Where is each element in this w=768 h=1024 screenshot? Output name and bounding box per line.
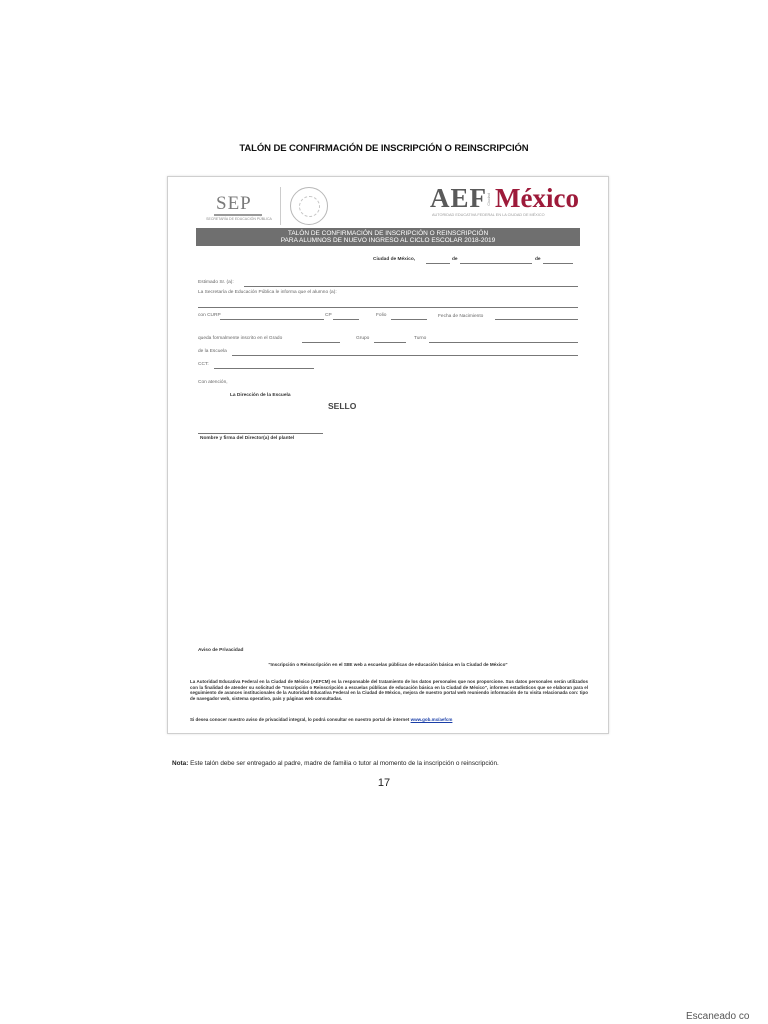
month-line — [460, 263, 532, 264]
cct-line — [214, 368, 314, 369]
cdmx-small-text: Ciudad — [486, 193, 491, 206]
privacy-title: Aviso de Privacidad — [198, 648, 244, 653]
alumno-line — [198, 307, 578, 308]
privacy-body: La Autoridad Educativa Federal en la Ciudad de México (AEFCM) es la responsable del tratamiento de los datos personales que nos proporcione. Sus datos personales serán utilizados con la finalidad de atender su solicitud de "Inscripción o Reinscripción a escuelas públicas de educación básica en la Ciudad de México", informes estadísticos que se elaboran para el seguimiento de avances institucionales de la Autoridad Educativa Federal en la Ciudad de México, mejora de nuestro portal web reuniendo información de tu visita relacionada con: tipo de navegador web, sistema operativo, país y páginas web consultadas. — [190, 679, 588, 701]
curp-label: con CURP — [198, 313, 221, 318]
informa-label: La Secretaría de Educación Pública le informa que el alumno (a): — [198, 290, 337, 295]
logo-row — [168, 177, 608, 229]
direccion-label: La Dirección de la Escuela — [230, 393, 291, 398]
aef-logo-subtitle: AUTORIDAD EDUCATIVA FEDERAL EN LA CIUDAD DE MÉXICO — [432, 213, 545, 217]
inscrito-label: queda formalmente inscrito en el Grado — [198, 336, 283, 341]
logo-divider — [280, 187, 281, 225]
privacy-link[interactable]: www.gob.mx/aefcm — [410, 717, 453, 722]
curp-line — [220, 319, 324, 320]
firma-label: Nombre y firma del Director(a) del plantel — [200, 436, 295, 441]
sep-logo-subtitle: SECRETARÍA DE EDUCACIÓN PÚBLICA — [206, 217, 272, 221]
privacy-subtitle: "Inscripción o Reinscripción en el SIIE web a escuelas públicas de educación básica en la Ciudad de México" — [268, 662, 508, 667]
atencion-label: Con atención, — [198, 380, 228, 385]
cp-line — [333, 319, 359, 320]
fecha-nac-label: Fecha de Nacimiento — [438, 314, 484, 319]
sep-logo-text: SEP — [216, 193, 252, 214]
note-text: Este talón debe ser entregado al padre, madre de familia o tutor al momento de la inscripción o reinscripción. — [190, 760, 499, 767]
sep-logo-bar — [214, 214, 262, 216]
ciudad-label: Ciudad de México, — [373, 257, 416, 262]
page-heading: TALÓN DE CONFIRMACIÓN DE INSCRIPCIÓN O REINSCRIPCIÓN — [239, 143, 529, 154]
privacy-link-text: Si desea conocer nuestro aviso de privacidad integral, lo podrá consultar en nuestro portal de internet — [190, 717, 410, 722]
sello-label: SELLO — [328, 401, 357, 411]
grupo-line — [374, 342, 406, 343]
form-card — [167, 176, 609, 734]
scanner-watermark: Escaneado co — [686, 1011, 750, 1022]
de-label-2: de — [535, 257, 541, 262]
grupo-label: Grupo — [356, 336, 370, 341]
banner-line-1: TALÓN DE CONFIRMACIÓN DE INSCRIPCIÓN O REINSCRIPCIÓN — [287, 229, 489, 237]
fecha-nac-line — [495, 319, 578, 320]
estimado-label: Estimado Sr. (a): — [198, 280, 234, 285]
banner-line-2: PARA ALUMNOS DE NUEVO INGRESO AL CICLO ESCOLAR 2018-2019 — [280, 237, 496, 244]
escuela-label: de la Escuela — [198, 349, 227, 354]
firma-line — [198, 433, 323, 434]
form-banner — [196, 228, 580, 246]
turno-line — [429, 342, 578, 343]
year-line — [543, 263, 573, 264]
turno-label: Turno — [414, 336, 427, 341]
cp-label: CP — [325, 313, 332, 318]
escuela-line — [232, 355, 578, 356]
grado-line — [302, 342, 340, 343]
de-label-1: de — [452, 257, 458, 262]
aef-logo-text: AEF — [430, 183, 487, 213]
estimado-line — [244, 286, 578, 287]
privacy-link-row — [190, 717, 452, 722]
cct-label: CCT: — [198, 362, 209, 367]
page-number: 17 — [377, 777, 391, 789]
folio-line — [391, 319, 427, 320]
note-label: Nota: — [172, 760, 189, 767]
note — [172, 760, 499, 767]
coat-of-arms-icon — [290, 187, 328, 225]
day-line — [426, 263, 450, 264]
mexico-logo-text: México — [495, 183, 579, 213]
folio-label: Folio — [376, 313, 387, 318]
